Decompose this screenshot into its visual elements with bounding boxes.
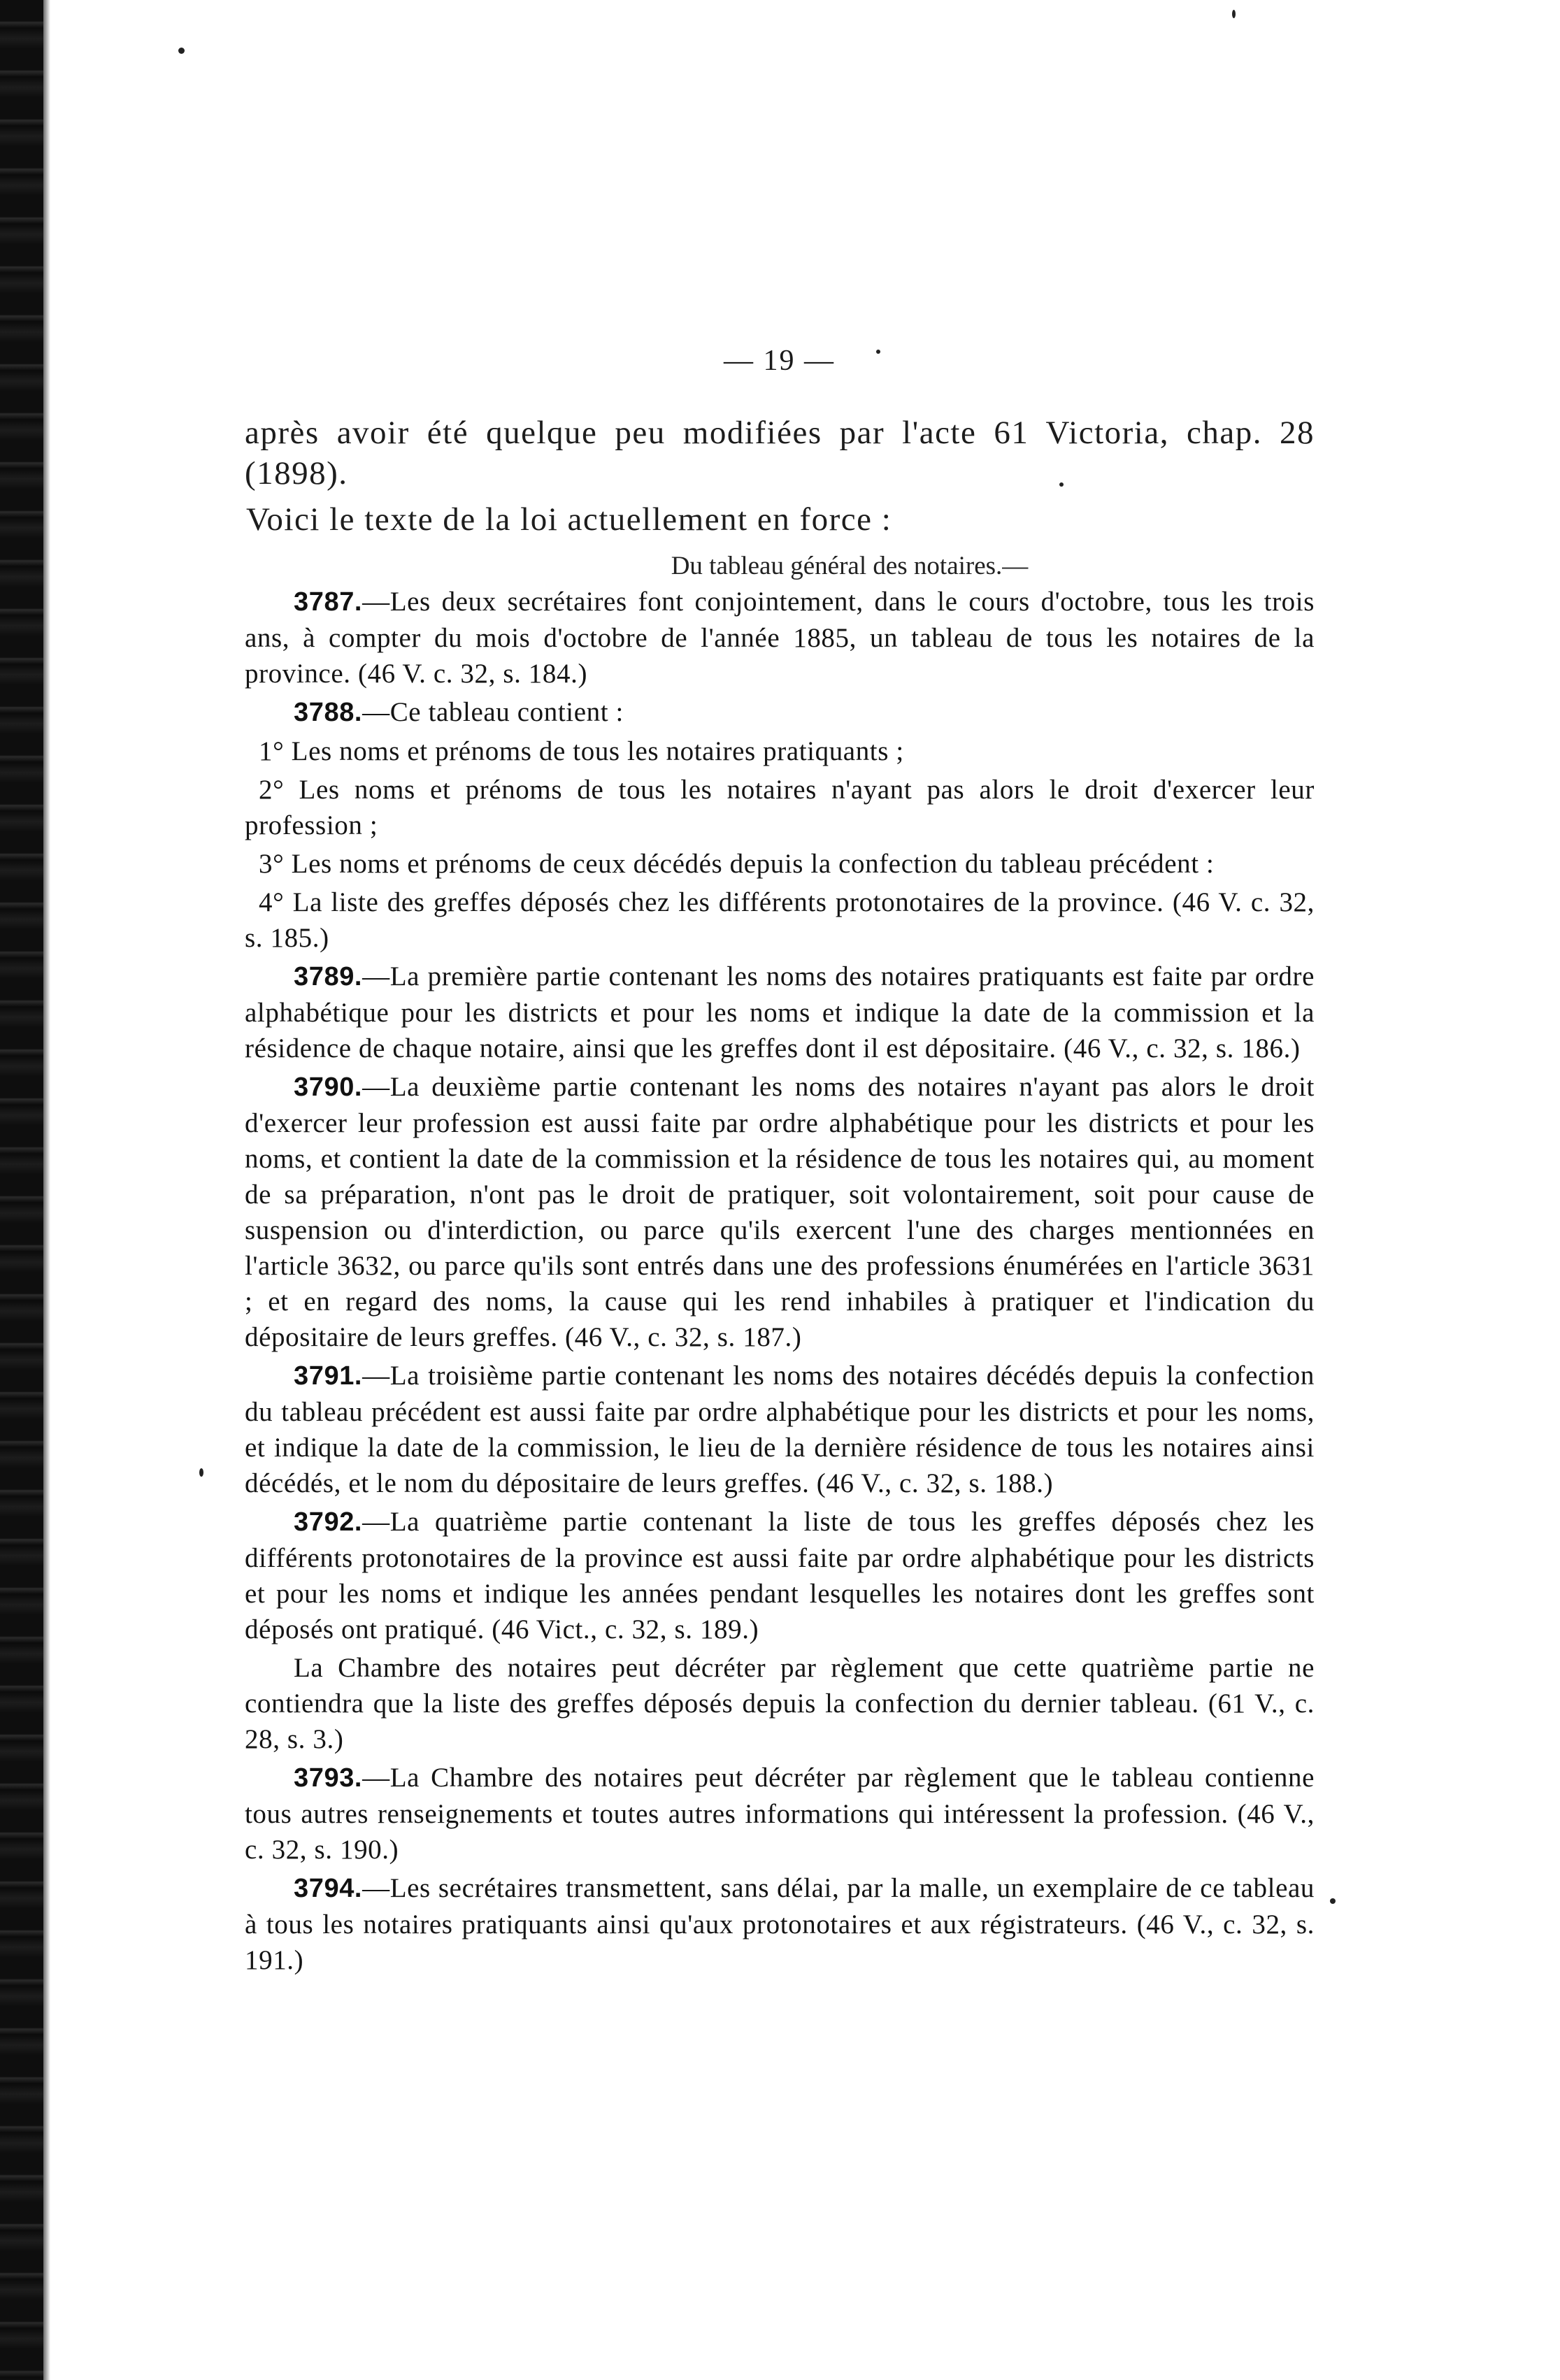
section-heading: Du tableau général des notaires.— xyxy=(671,552,1029,580)
article-text: —La première partie contenant les noms des notaires pratiquants est faite par ordre alphabétique pour les districts et pour les noms et indique la date de la commission et la résidence de chaque notaire, ainsi que les greffes dont il est dépositaire. (46 V., c. 32, s. 186.) xyxy=(245,961,1315,1063)
intro-line: après avoir été quelque peu modifiées par l'acte 61 Victoria, chap. 28 (1898). xyxy=(245,415,1315,492)
ink-speck xyxy=(1330,1898,1336,1904)
article-text: —La quatrième partie contenant la liste de tous les greffes déposés chez les différents protonotaires de la province est aussi faite par ordre alphabétique pour les districts et pour les noms et indique les années pendant lesquelles les notaires dont les greffes sont déposés ont pratiqué. (46 Vict., c. 32, s. 189.) xyxy=(245,1507,1315,1644)
article-number: 3792. xyxy=(294,1507,363,1537)
page-body xyxy=(245,413,1315,1978)
article-3794 xyxy=(245,1870,1315,1978)
article-3792 xyxy=(245,1504,1315,1647)
article-text: —Les deux secrétaires font conjointement, dans le cours d'octobre, tous les trois ans, à compter du mois d'octobre de l'année 1885, un tableau de tous les notaires de la province. (46 V. c. 32, s. 184.) xyxy=(245,587,1315,689)
article-3789 xyxy=(245,959,1315,1066)
article-number: 3793. xyxy=(294,1763,363,1793)
article-number: 3788. xyxy=(294,698,363,727)
article-number: 3787. xyxy=(294,587,363,617)
ink-speck xyxy=(178,48,185,54)
article-number: 3794. xyxy=(294,1874,363,1903)
article-text: —La Chambre des notaires peut décréter par règlement que le tableau contienne tous autres renseignements et toutes autres informations qui intéressent la profession. (46 V., c. 32, s. 190.) xyxy=(245,1763,1315,1865)
article-text: —Ce tableau contient : xyxy=(362,697,624,727)
article-3791 xyxy=(245,1358,1315,1501)
article-number: 3789. xyxy=(294,962,363,991)
article-3788 xyxy=(245,694,1315,731)
article-number: 3791. xyxy=(294,1361,363,1391)
list-item: 3° Les noms et prénoms de ceux décédés depuis la confection du tableau précédent : xyxy=(259,849,1215,879)
article-3792-note: La Chambre des notaires peut décréter par règlement que cette quatrième partie ne contiendra que la liste des greffes déposés depuis la confection du dernier tableau. (61 V., c. 28, s. 3.) xyxy=(245,1653,1315,1754)
ink-speck xyxy=(199,1468,203,1477)
article-number: 3790. xyxy=(294,1073,363,1102)
article-text: —La troisième partie contenant les noms des notaires décédés depuis la confection du tableau précédent est aussi faite par ordre alphabétique pour les districts et pour les noms, et indique la date de la commission, le lieu de la dernière résidence de tous les notaires ainsi décédés, et le nom du dépositaire de leurs greffes. (46 V., c. 32, s. 188.) xyxy=(245,1361,1315,1498)
article-text: —Les secrétaires transmettent, sans délai, par la malle, un exemplaire de ce tableau à tous les notaires pratiquants ainsi qu'aux protonotaires et aux régistrateurs. (46 V., c. 32, s. 191.) xyxy=(245,1873,1315,1975)
ink-speck xyxy=(876,350,880,354)
article-3787 xyxy=(245,584,1315,691)
page-number: — 19 — xyxy=(724,345,835,377)
intro-line: Voici le texte de la loi actuellement en force : xyxy=(246,501,892,538)
article-text: —La deuxième partie contenant les noms des notaires n'ayant pas alors le droit d'exercer leur profession est aussi faite par ordre alphabétique pour les districts et pour les noms, et contient la date de la commission et la résidence de tous les notaires qui, au moment de sa préparation, n'ont pas le droit de pratiquer, soit volontairement, soit pour cause de suspension ou d'interdiction, ou parce qu'ils exercent l'une des charges mentionnées en l'article 3632, ou parce qu'ils sont entrés dans une des professions énumérées en l'article 3631 ; et en regard des noms, la cause qui les rend inhabiles à pratiquer et l'indication du dépositaire de leurs greffes. (46 V., c. 32, s. 187.) xyxy=(245,1072,1315,1352)
list-item: 2° Les noms et prénoms de tous les notaires n'ayant pas alors le droit d'exercer leur profession ; xyxy=(245,775,1315,840)
list-item: 4° La liste des greffes déposés chez les différents protonotaires de la province. (46 V. c. 32, s. 185.) xyxy=(245,887,1315,953)
article-3790 xyxy=(245,1069,1315,1355)
book-binding-edge xyxy=(0,0,43,2380)
ink-speck xyxy=(1232,10,1236,18)
list-item: 1° Les noms et prénoms de tous les notaires pratiquants ; xyxy=(259,736,904,766)
article-3793 xyxy=(245,1760,1315,1868)
